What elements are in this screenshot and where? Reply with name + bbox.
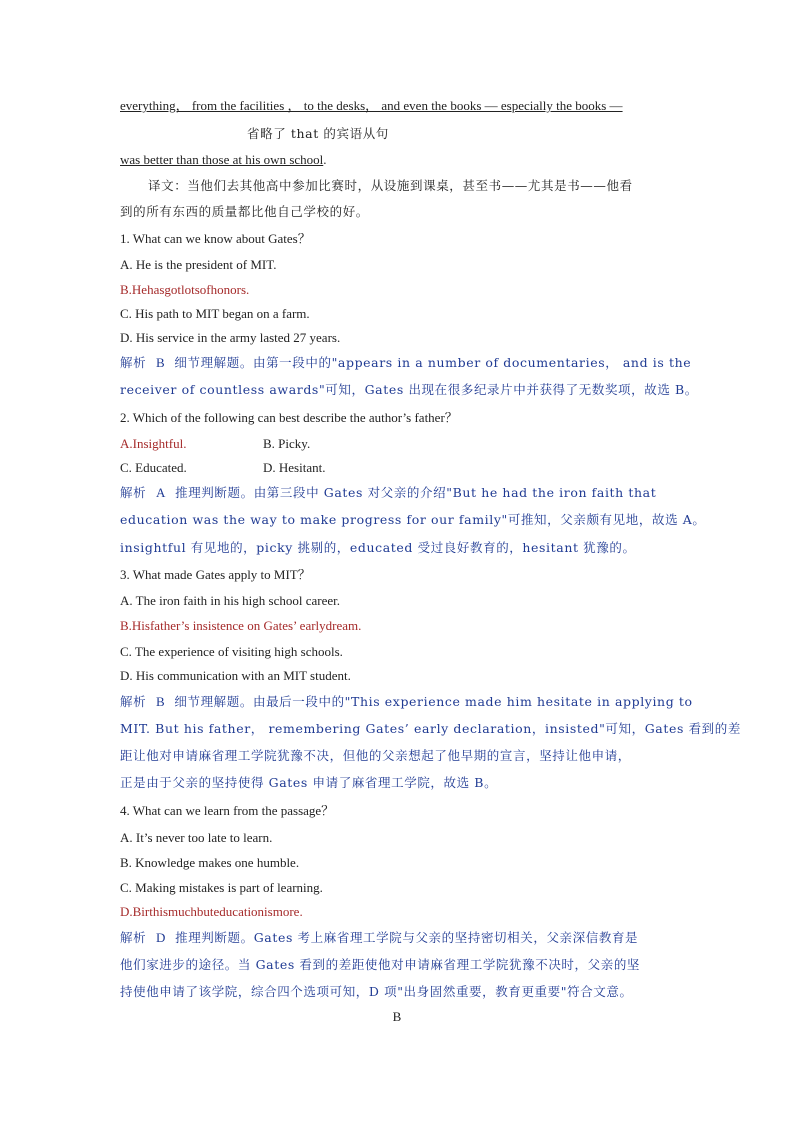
analysis-text: 推理判断题。由第三段中 Gates 对父亲的介绍"But he had the iron faith that: [175, 485, 657, 500]
analysis-text: 推理判断题。Gates 考上麻省理工学院与父亲的坚持密切相关，父亲深信教育是: [175, 930, 639, 945]
question-2-analysis-line-1: [120, 484, 656, 502]
sentence-line-2: [120, 151, 327, 169]
question-4-option-d: D.Birthismuchbuteducationismore.: [120, 904, 303, 919]
question-3-option-d: D. His communication with an MIT student.: [120, 668, 351, 683]
analysis-label: 解析: [120, 485, 147, 500]
question-2-analysis-line-3: insightful 有见地的，picky 挑剔的，educated 受过良好教育的，hesitant 犹豫的。: [120, 540, 636, 555]
question-2-option-b: B. Picky.: [263, 436, 311, 451]
question-1-option-d: D. His service in the army lasted 27 years.: [120, 330, 341, 345]
question-3-stem: 3. What made Gates apply to MIT？: [120, 567, 311, 582]
question-4-stem: 4. What can we learn from the passage？: [120, 803, 335, 818]
translation-line-1: 译文：当他们去其他高中参加比赛时，从设施到课桌，甚至书——尤其是书——他看: [148, 178, 633, 193]
question-2-option-d: D. Hesitant.: [263, 460, 326, 475]
answer-letter: B: [155, 694, 165, 709]
question-2-analysis-line-2: education was the way to make progress for our family"可推知，父亲颇有见地，故选 A。: [120, 512, 706, 527]
section-letter: B: [392, 1009, 402, 1024]
question-1-stem: 1. What can we know about Gates？: [120, 231, 311, 246]
question-1-option-c: C. His path to MIT began on a farm.: [120, 306, 310, 321]
question-4-analysis-line-3: 持使他申请了该学院，综合四个选项可知，D 项"出身固然重要，教育更重要"符合文意。: [120, 984, 633, 999]
question-3-option-a: A. The iron faith in his high school career.: [120, 593, 340, 608]
question-4-analysis-line-2: 他们家进步的途径。当 Gates 看到的差距使他对申请麻省理工学院犹豫不决时，父亲的坚: [120, 957, 641, 972]
question-4-analysis-line-1: [120, 929, 638, 947]
sentence-line-2-end: .: [323, 152, 327, 167]
question-2-option-c: C. Educated.: [120, 460, 187, 475]
question-2-stem: 2. Which of the following can best describe the author’s father？: [120, 410, 458, 425]
question-3-option-b: B.Hisfather’s insistence on Gates’ earlydream.: [120, 618, 362, 633]
analysis-label: 解析: [120, 694, 147, 709]
grammar-note: 省略了 that 的宾语从句: [247, 126, 389, 141]
question-3-analysis-line-1: [120, 693, 693, 711]
answer-letter: A: [155, 485, 166, 500]
question-1-option-a: A. He is the president of MIT.: [120, 257, 277, 272]
question-3-option-c: C. The experience of visiting high schools.: [120, 644, 343, 659]
question-1-analysis-line-2: receiver of countless awards"可知，Gates 出现在很多纪录片中并获得了无数奖项，故选 B。: [120, 382, 698, 397]
analysis-label: 解析: [120, 355, 147, 370]
question-3-analysis-line-3: 距让他对申请麻省理工学院犹豫不决，但他的父亲想起了他早期的宣言，坚持让他申请，: [120, 748, 631, 763]
analysis-label: 解析: [120, 930, 147, 945]
question-4-option-a: A. It’s never too late to learn.: [120, 830, 273, 845]
analysis-text: 细节理解题。由第一段中的"appears in a number of documentaries， and is the: [174, 355, 692, 370]
question-4-option-b: B. Knowledge makes one humble.: [120, 855, 300, 870]
question-3-analysis-line-2: MIT. But his father， remembering Gates’ early declaration，insisted"可知，Gates 看到的差: [120, 721, 741, 736]
question-2-option-a: A.Insightful.: [120, 436, 187, 451]
sentence-line-2-text: was better than those at his own school: [120, 152, 324, 167]
translation-line-2: 到的所有东西的质量都比他自己学校的好。: [120, 204, 369, 219]
answer-letter: B: [155, 355, 165, 370]
question-1-option-b: B.Hehasgotlotsofhonors.: [120, 282, 250, 297]
answer-letter: D: [155, 930, 166, 945]
question-4-option-c: C. Making mistakes is part of learning.: [120, 880, 323, 895]
sentence-line-1: everything， from the facilities ， to the desks， and even the books — especially the books —: [120, 98, 623, 113]
question-1-analysis-line-1: [120, 354, 691, 372]
question-3-analysis-line-4: 正是由于父亲的坚持使得 Gates 申请了麻省理工学院，故选 B。: [120, 775, 498, 790]
analysis-text: 细节理解题。由最后一段中的"This experience made him hesitate in applying to: [174, 694, 693, 709]
